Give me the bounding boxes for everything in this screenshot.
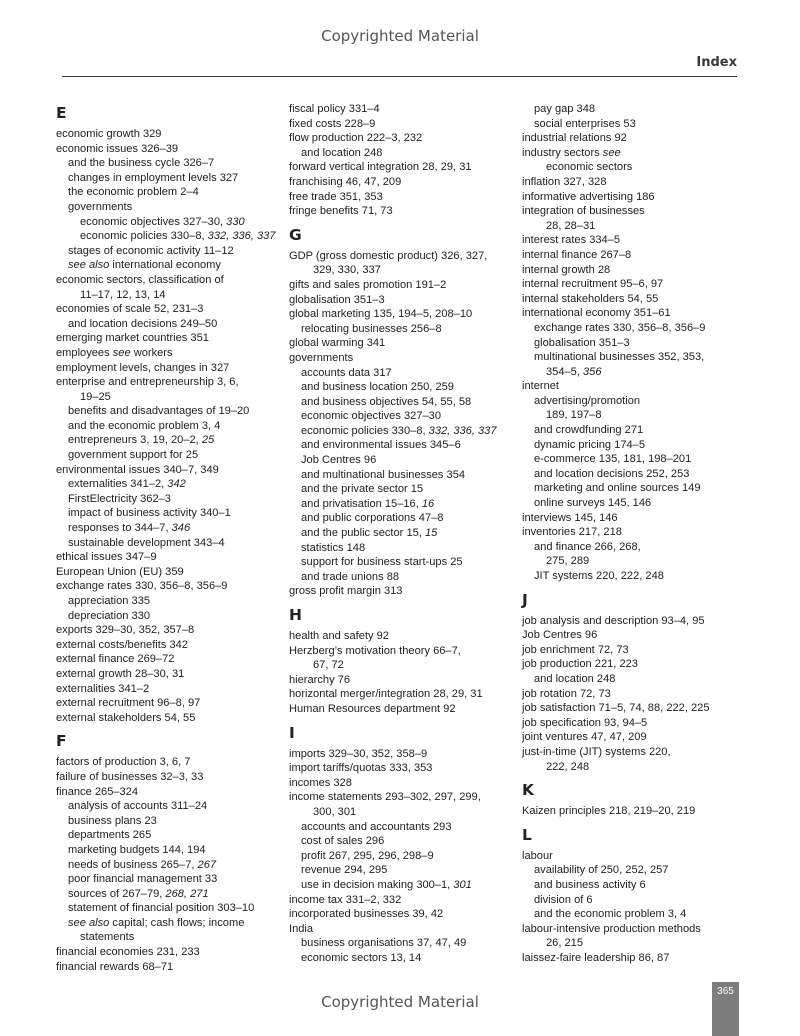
section-letter: L — [522, 825, 532, 844]
index-entry: inventories 217, 218 — [522, 526, 622, 539]
index-entry: and business activity 6 — [534, 878, 646, 891]
index-entry: economic sectors 13, 14 — [301, 951, 422, 964]
index-entry: support for business start-ups 25 — [301, 556, 463, 569]
index-entry: imports 329–30, 352, 358–9 — [289, 747, 428, 760]
index-entry: Herzberg’s motivation theory 66–7, — [289, 644, 461, 657]
index-entry: globalisation 351–3 — [534, 336, 630, 349]
index-entry: franchising 46, 47, 209 — [289, 175, 402, 188]
index-entry: integration of businesses — [522, 205, 645, 218]
index-entry: and the economic problem 3, 4 — [68, 419, 221, 432]
index-entry: the economic problem 2–4 — [68, 186, 199, 199]
index-entry: external growth 28–30, 31 — [56, 667, 185, 680]
index-entry: GDP (gross domestic product) 326, 327, — [289, 249, 488, 262]
index-entry: labour-intensive production methods — [522, 922, 701, 935]
index-entry: Human Resources department 92 — [289, 702, 456, 715]
index-entry: internal recruitment 95–6, 97 — [522, 278, 664, 291]
index-entry: stages of economic activity 11–12 — [68, 244, 234, 257]
index-entry: employment levels, changes in 327 — [56, 361, 230, 374]
index-entry: and the private sector 15 — [301, 483, 424, 496]
index-entry: 28, 28–31 — [546, 219, 596, 232]
index-entry: industry sectors see — [522, 146, 621, 159]
index-entry: factors of production 3, 6, 7 — [56, 756, 191, 769]
page-number-tab — [712, 982, 739, 1036]
index-entry: fixed costs 228–9 — [289, 117, 376, 130]
index-entry: job rotation 72, 73 — [522, 687, 611, 700]
index-entry: health and safety 92 — [289, 630, 389, 642]
index-entry: government support for 25 — [68, 449, 199, 462]
index-entry: emerging market countries 351 — [56, 332, 209, 345]
index-entry: Job Centres 96 — [301, 454, 377, 467]
index-entry: exports 329–30, 352, 357–8 — [56, 624, 195, 637]
index-column-1 — [56, 102, 278, 974]
index-entry: flow production 222–3, 232 — [289, 132, 423, 145]
index-entry: exchange rates 330, 356–8, 356–9 — [56, 580, 228, 593]
index-entry: job enrichment 72, 73 — [522, 643, 629, 656]
index-entry: statements — [80, 931, 135, 944]
index-entry: income statements 293–302, 297, 299, — [289, 791, 481, 804]
index-entry: division of 6 — [534, 893, 593, 906]
index-entry: job production 221, 223 — [522, 658, 638, 671]
index-column-2 — [289, 102, 511, 965]
index-entry: marketing budgets 144, 194 — [68, 843, 206, 856]
index-entry: horizontal merger/integration 28, 29, 31 — [289, 688, 483, 701]
index-entry: financial rewards 68–71 — [56, 960, 174, 973]
index-entry: use in decision making 300–1, 301 — [301, 878, 472, 891]
watermark-top: Copyrighted Material — [321, 27, 479, 45]
index-entry: economic sectors — [546, 161, 633, 174]
index-entry: 329, 330, 337 — [313, 264, 381, 277]
index-entry: and business objectives 54, 55, 58 — [301, 395, 472, 408]
index-entry: labour — [522, 849, 553, 862]
index-entry: economic issues 326–39 — [56, 142, 179, 155]
index-entry: global marketing 135, 194–5, 208–10 — [289, 308, 473, 321]
index-entry: and the public sector 15, 15 — [301, 527, 438, 540]
index-entry: 300, 301 — [313, 805, 357, 818]
running-head: Index — [696, 55, 737, 70]
index-entry: sustainable development 343–4 — [68, 536, 225, 549]
index-entry: and business location 250, 259 — [301, 381, 454, 394]
index-entry: internal growth 28 — [522, 263, 611, 276]
index-entry: changes in employment levels 327 — [68, 171, 239, 184]
section-letter: K — [522, 781, 535, 800]
index-entry: depreciation 330 — [68, 609, 151, 622]
index-entry: sources of 267–79, 268, 271 — [68, 887, 209, 900]
index-entry: poor financial management 33 — [68, 873, 218, 886]
index-entry: hierarchy 76 — [289, 673, 351, 686]
index-entry: business organisations 37, 47, 49 — [301, 937, 467, 950]
index-entry: externalities 341–2, 342 — [68, 478, 186, 491]
index-entry: economic objectives 327–30 — [301, 410, 441, 423]
index-entry: external finance 269–72 — [56, 653, 175, 666]
index-entry: interest rates 334–5 — [522, 234, 621, 247]
index-entry: and multinational businesses 354 — [301, 468, 466, 481]
section-letter: I — [289, 723, 295, 742]
index-entry: benefits and disadvantages of 19–20 — [68, 405, 250, 418]
index-entry: ethical issues 347–9 — [56, 551, 157, 564]
index-entry: governments — [68, 200, 133, 213]
index-entry: relocating businesses 256–8 — [301, 322, 442, 335]
index-entry: incomes 328 — [289, 776, 352, 789]
index-entry: exchange rates 330, 356–8, 356–9 — [534, 321, 706, 334]
watermark-bottom: Copyrighted Material — [321, 993, 479, 1011]
index-entry: online surveys 145, 146 — [534, 497, 652, 510]
index-entry: entrepreneurs 3, 19, 20–2, 25 — [68, 434, 215, 447]
index-entry: 189, 197–8 — [546, 409, 602, 422]
index-entry: forward vertical integration 28, 29, 31 — [289, 161, 472, 174]
section-letter: J — [522, 590, 528, 609]
index-entry: and the business cycle 326–7 — [68, 157, 215, 170]
index-entry: 67, 72 — [313, 659, 344, 672]
index-entry: laissez-faire leadership 86, 87 — [522, 951, 670, 964]
index-entry: governments — [289, 351, 354, 364]
index-entry: and location 248 — [534, 672, 616, 685]
index-entry: 19–25 — [80, 390, 111, 403]
index-entry: accounts and accountants 293 — [301, 820, 452, 833]
index-entry: international economy 351–61 — [522, 307, 671, 320]
index-entry: external stakeholders 54, 55 — [56, 711, 196, 724]
section-letter: E — [56, 104, 67, 122]
index-entry: Job Centres 96 — [522, 629, 598, 642]
index-entry: cost of sales 296 — [301, 835, 385, 848]
index-entry: and finance 266, 268, — [534, 540, 641, 553]
index-entry: social enterprises 53 — [534, 117, 636, 130]
index-entry: internet — [522, 380, 560, 393]
index-entry: and trade unions 88 — [301, 570, 400, 583]
index-entry: statement of financial position 303–10 — [68, 902, 255, 915]
index-column-3 — [522, 102, 744, 965]
index-entry: job analysis and description 93–4, 95 — [522, 614, 705, 627]
index-entry: 222, 248 — [546, 760, 590, 773]
index-entry: financial economies 231, 233 — [56, 946, 200, 959]
index-entry: 11–17, 12, 13, 14 — [80, 288, 166, 301]
index-entry: and environmental issues 345–6 — [301, 439, 461, 452]
index-entry: economic growth 329 — [56, 128, 162, 140]
index-entry: and crowdfunding 271 — [534, 424, 644, 437]
index-entry: incorporated businesses 39, 42 — [289, 908, 444, 921]
index-entry: externalities 341–2 — [56, 682, 150, 695]
index-entry: failure of businesses 32–3, 33 — [56, 770, 204, 783]
index-entry: import tariffs/quotas 333, 353 — [289, 762, 433, 775]
index-entry: finance 265–324 — [56, 785, 139, 798]
index-entry: and public corporations 47–8 — [301, 512, 444, 525]
index-entry: Kaizen principles 218, 219–20, 219 — [522, 805, 696, 818]
index-entry: fringe benefits 71, 73 — [289, 205, 393, 218]
index-entry: needs of business 265–7, 267 — [68, 858, 217, 871]
index-entry: see also capital; cash flows; income — [68, 916, 245, 929]
index-entry: business plans 23 — [68, 814, 157, 827]
index-entry: job satisfaction 71–5, 74, 88, 222, 225 — [522, 702, 710, 715]
index-entry: internal finance 267–8 — [522, 248, 632, 261]
index-entry: marketing and online sources 149 — [534, 482, 701, 495]
index-entry: JIT systems 220, 222, 248 — [534, 570, 664, 582]
section-letter: H — [289, 606, 302, 624]
index-entry: interviews 145, 146 — [522, 511, 618, 524]
header-rule — [62, 76, 737, 77]
index-entry: internal stakeholders 54, 55 — [522, 292, 659, 305]
index-entry: industrial relations 92 — [522, 132, 627, 145]
index-entry: responses to 344–7, 346 — [68, 522, 191, 535]
index-entry: income tax 331–2, 332 — [289, 893, 402, 906]
index-entry: profit 267, 295, 296, 298–9 — [301, 849, 434, 862]
index-entry: revenue 294, 295 — [301, 864, 388, 877]
index-entry: economic sectors, classification of — [56, 273, 224, 286]
index-entry: environmental issues 340–7, 349 — [56, 463, 219, 476]
index-entry: analysis of accounts 311–24 — [68, 800, 208, 813]
index-entry: free trade 351, 353 — [289, 190, 383, 203]
index-entry: see also international economy — [68, 259, 221, 272]
index-entry: just-in-time (JIT) systems 220, — [522, 745, 671, 758]
index-entry: joint ventures 47, 47, 209 — [522, 731, 647, 744]
index-entry: economic objectives 327–30, 330 — [80, 215, 245, 228]
index-entry: employees see workers — [56, 346, 173, 359]
index-entry: statistics 148 — [301, 541, 366, 554]
section-letter: G — [289, 225, 302, 244]
index-entry: enterprise and entrepreneurship 3, 6, — [56, 376, 239, 389]
page-number: 365 — [717, 986, 734, 997]
index-entry: 354–5, 356 — [546, 365, 602, 378]
index-entry: pay gap 348 — [534, 103, 596, 115]
index-entry: external recruitment 96–8, 97 — [56, 697, 201, 710]
index-entry: job specification 93, 94–5 — [522, 716, 648, 729]
index-entry: economic policies 330–8, 332, 336, 337 — [80, 230, 276, 243]
index-entry: European Union (EU) 359 — [56, 565, 184, 578]
index-entry: e-commerce 135, 181, 198–201 — [534, 453, 692, 466]
index-entry: economic policies 330–8, 332, 336, 337 — [301, 424, 497, 437]
index-entry: economies of scale 52, 231–3 — [56, 303, 204, 316]
index-entry: dynamic pricing 174–5 — [534, 438, 646, 451]
index-entry: 26, 215 — [546, 937, 584, 950]
index-entry: 275, 289 — [546, 555, 590, 568]
section-letter: F — [56, 732, 67, 751]
index-entry: accounts data 317 — [301, 366, 392, 379]
index-entry: and location decisions 249–50 — [68, 317, 218, 330]
index-entry: global warming 341 — [289, 337, 386, 350]
index-entry: India — [289, 922, 314, 935]
index-entry: informative advertising 186 — [522, 190, 655, 203]
index-entry: gross profit margin 313 — [289, 585, 403, 598]
index-entry: external costs/benefits 342 — [56, 638, 188, 651]
index-entry: and privatisation 15–16, 16 — [301, 497, 435, 510]
index-entry: advertising/promotion — [534, 394, 641, 407]
index-entry: inflation 327, 328 — [522, 175, 607, 188]
index-entry: multinational businesses 352, 353, — [534, 351, 705, 364]
index-entry: gifts and sales promotion 191–2 — [289, 278, 447, 291]
index-entry: FirstElectricity 362–3 — [68, 492, 171, 505]
index-entry: fiscal policy 331–4 — [289, 103, 380, 115]
index-entry: globalisation 351–3 — [289, 293, 385, 306]
index-entry: and the economic problem 3, 4 — [534, 908, 687, 921]
index-entry: appreciation 335 — [68, 595, 151, 607]
index-entry: and location decisions 252, 253 — [534, 467, 690, 480]
index-entry: availability of 250, 252, 257 — [534, 864, 669, 877]
index-entry: departments 265 — [68, 829, 152, 842]
index-entry: impact of business activity 340–1 — [68, 507, 231, 520]
index-entry: and location 248 — [301, 146, 383, 159]
